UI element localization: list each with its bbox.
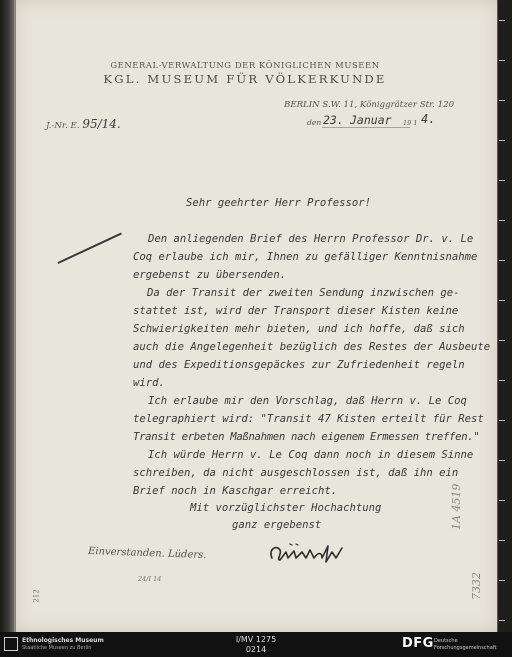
salutation: Sehr geehrter Herr Professor! <box>186 197 371 209</box>
date-month: Januar <box>350 113 392 127</box>
body-line: telegraphiert wird: "Transit 47 Kisten erteilt für Rest <box>133 413 484 425</box>
body-line: und des Expeditionsgepäckes zur Zufriedenheit regeln <box>133 359 465 371</box>
signature <box>266 540 352 566</box>
page-number: 0214 <box>245 645 267 654</box>
museum-subname: Staatliche Museen zu Berlin <box>22 645 92 651</box>
archive-mark-right-b: 7332 <box>470 572 483 600</box>
date-prefix: den <box>307 118 322 127</box>
body-line: Ich erlaube mir den Vorschlag, daß Herrn v. Le Coq <box>148 395 467 407</box>
letterhead-line-1: GENERAL-VERWALTUNG DER KÖNIGLICHEN MUSEEN <box>110 60 380 70</box>
margin-note-approval <box>88 546 207 561</box>
body-line: wird. <box>133 377 165 389</box>
date-year: 4. <box>421 112 436 126</box>
closing-line: ganz ergebenst <box>232 519 322 531</box>
margin-note-text: Einverstanden. Lüders. <box>87 545 207 562</box>
dfg-name-line-2: Forschungsgemeinschaft <box>434 645 497 651</box>
body-line: stattet ist, wird der Transport dieser Kisten keine <box>133 305 459 317</box>
body-line: auch die Angelegenheit bezüglich des Restes der Ausbeute <box>133 341 491 353</box>
archive-mark-left: 212 <box>32 589 41 603</box>
date-underline <box>322 127 410 128</box>
address-line: BERLIN S.W. 11, Königgrätzer Str. 120 <box>284 100 455 110</box>
dfg-logo: DFG <box>402 636 434 651</box>
museum-name: Ethnologisches Museum <box>22 637 104 644</box>
body-line: Den anliegenden Brief des Herrn Professor Dr. v. Le <box>148 233 474 245</box>
body-line: ergebenst zu übersenden. <box>133 269 287 281</box>
body-line: Schwierigkeiten mehr bieten, und ich hoffe, daß sich <box>133 323 465 335</box>
dfg-name-line-1: Deutsche <box>434 638 458 644</box>
body-line: Brief noch in Kaschgar erreicht. <box>133 485 338 497</box>
body-line: Transit erbeten Maßnahmen nach eigenem Ermessen treffen." <box>133 431 480 443</box>
scan-footer <box>0 632 512 657</box>
body-line: Ich würde Herrn v. Le Coq dann noch in diesem Sinne <box>148 449 474 461</box>
shelfmark: I/MV 1275 <box>235 635 277 644</box>
date-century: 19 1 <box>403 119 418 127</box>
pen-mark <box>58 233 122 264</box>
date-day: 23. <box>323 113 344 127</box>
journal-number <box>46 117 121 131</box>
archive-mark-right-a: 1A 4519 <box>450 483 463 530</box>
letterhead-line-2: KGL. MUSEUM FÜR VÖLKERKUNDE <box>103 72 387 86</box>
body-line: Coq erlaube ich mir, Ihnen zu gefälliger Kenntnisnahme <box>133 251 478 263</box>
margin-note-date: 24/I 14 <box>138 575 162 583</box>
closing-line: Mit vorzüglichster Hochachtung <box>190 502 382 514</box>
journal-prefix: J.-Nr. E. <box>46 121 80 131</box>
journal-number-value: 95/14. <box>82 117 121 131</box>
body-line: schreiben, da nicht ausgeschlossen ist, daß ihn ein <box>133 467 459 479</box>
body-line: Da der Transit der zweiten Sendung inzwischen ge- <box>147 287 460 299</box>
